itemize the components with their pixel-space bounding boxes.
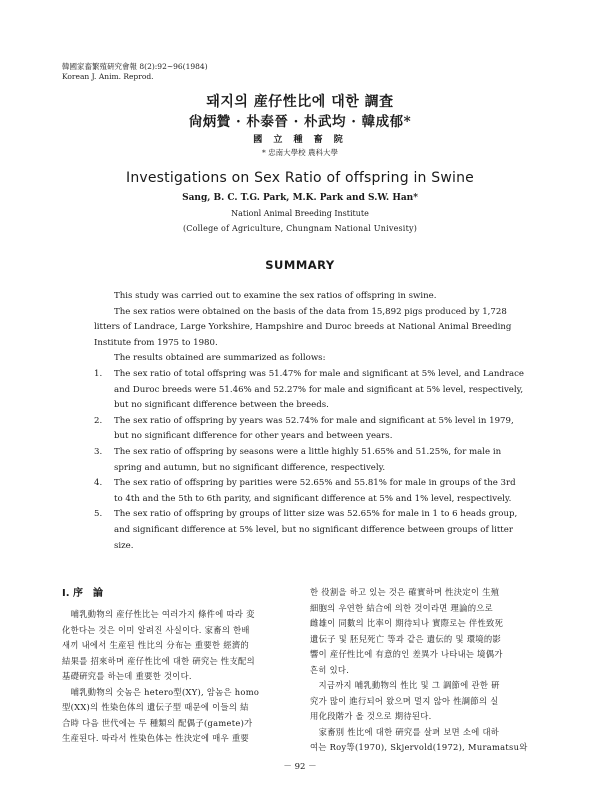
result-item-2 xyxy=(94,414,536,445)
result-line: to 4th and the 5th to 6th parity, and significant difference at 5% and 1% level, respectively. xyxy=(114,493,512,504)
body-line: 여는 Roy等(1970), Skjervold(1972), Muramatsu와 xyxy=(310,742,528,752)
body-line: 生産된다. 따라서 性染色体는 性決定에 매우 重要 xyxy=(62,733,250,743)
section-heading-intro: Ⅰ. 序 論 xyxy=(62,588,104,599)
body-line: 家畜別 性比에 대한 硏究를 살펴 보면 소에 대하 xyxy=(310,726,500,737)
result-line: The sex ratio of total offspring was 51.47% for male and significant at 5% level, and Landrace xyxy=(114,368,525,379)
result-line: size. xyxy=(114,540,134,551)
body-line: 새끼 내에서 生産된 性比의 分布는 重要한 經濟的 xyxy=(62,640,250,650)
body-line: 化한다는 것은 이미 알려진 사실이다. 家畜의 한배 xyxy=(62,624,250,635)
body-line: 遺伝子 및 胚兒死亡 等과 같은 遺伝的 및 環境的影 xyxy=(310,633,502,644)
body-line: 結果를 招來하며 産仔性比에 대한 硏究는 性支配의 xyxy=(62,655,255,666)
summary-body xyxy=(94,289,536,554)
english-authors: Sang, B. C. T.G. Park, M.K. Park and S.W. Han* xyxy=(182,193,418,203)
korean-title: 돼지의 産仔性比에 대한 調査 xyxy=(206,94,394,110)
result-item-3 xyxy=(94,445,536,476)
result-item-5 xyxy=(94,507,536,554)
body-line: 한 役割을 하고 있는 것은 確實하며 性決定이 生殖 xyxy=(310,587,500,597)
body-line: 哺乳動物의 産仔性比는 여러가지 條件에 따라 変 xyxy=(62,609,255,619)
result-line: but no significant difference for other years and between years. xyxy=(114,431,393,442)
body-line: 雌雄이 同數의 比率이 期待되나 實際로는 伴性致死 xyxy=(310,618,504,628)
result-number: 5. xyxy=(94,509,103,520)
summary-paragraph-line: Institute from 1975 to 1980. xyxy=(94,337,218,348)
result-line: and significant difference at 5% level, but no significant difference between groups of litter xyxy=(114,524,513,535)
body-line: 지금까지 哺乳動物의 性比 및 그 調節에 관한 硏 xyxy=(310,680,500,690)
body-line: 合時 다음 世代에는 두 種類의 配偶子(gamete)가 xyxy=(62,717,253,728)
body-line: 究가 많이 進行되어 왔으며 멀지 않아 性調節의 실 xyxy=(310,695,499,706)
body-line: 흔히 있다. xyxy=(310,664,350,675)
result-number: 1. xyxy=(94,368,103,379)
journal-citation: 韓國家畜繁殖硏究會報 8(2):92~96(1984) xyxy=(62,62,208,71)
summary-heading: SUMMARY xyxy=(265,258,335,272)
result-number: 4. xyxy=(94,478,103,489)
body-line: 哺乳動物의 숫놈은 hetero型(XY), 암놈은 homo xyxy=(62,686,260,697)
korean-authors: 尙炳贊 · 朴泰晉 · 朴武均 · 韓成郁* xyxy=(188,114,412,130)
page-number: － 92 － xyxy=(283,762,317,772)
result-line: spring and autumn, but no significant difference, respectively. xyxy=(114,462,386,473)
english-institute: Nationl Animal Breeding Institute xyxy=(231,209,369,218)
journal-english-name: Korean J. Anim. Reprod. xyxy=(62,72,154,81)
result-number: 2. xyxy=(94,415,103,426)
english-title: Investigations on Sex Ratio of offspring in Swine xyxy=(125,170,474,186)
summary-paragraph-line: litters of Landrace, Large Yorkshire, Hampshire and Duroc breeds at National Animal Breeding xyxy=(94,322,512,333)
summary-paragraph: This study was carried out to examine the sex ratios of offspring in swine. xyxy=(114,291,437,301)
intro-right-column xyxy=(310,585,545,756)
body-line: 響이 産仔性比에 有意的인 差異가 나타내는 境偶가 xyxy=(310,649,503,659)
summary-paragraph-line: The sex ratios were obtained on the basis of the data from 15,892 pigs produced by 1,728 xyxy=(114,306,507,317)
english-affiliation-note: (College of Agriculture, Chungnam National Univesity) xyxy=(182,224,418,233)
journal-header xyxy=(62,62,208,82)
result-line: and Duroc breeds were 51.46% and 52.27% for male and significant at 5% level, respectively, xyxy=(114,384,524,395)
intro-left-column xyxy=(62,585,294,747)
result-line: The sex ratio of offspring by parities were 52.65% and 55.81% for male in groups of the 3rd xyxy=(114,478,516,489)
body-line: 細胞의 우연한 結合에 의한 것이라면 理論的으로 xyxy=(310,602,493,613)
result-line: The sex ratio of offspring by seasons were a little highly 51.65% and 51.25%, for male in xyxy=(114,446,502,457)
result-line: but no significant difference between the breeds. xyxy=(114,400,329,411)
result-number: 3. xyxy=(94,446,103,457)
body-line: 用化段階가 올 것으로 期待된다. xyxy=(310,711,432,721)
body-line: 型(XX)의 性染色体의 遺伝子型 때문에 이들의 結 xyxy=(62,702,249,712)
korean-institute: 國 立 種 畜 院 xyxy=(253,135,347,145)
result-item-4 xyxy=(94,476,536,507)
body-line: 基礎硏究를 하는데 重要한 것이다. xyxy=(62,671,192,681)
result-line: The sex ratio of offspring by years was 52.74% for male and significant at 5% level in 1979, xyxy=(114,415,514,426)
result-line: The sex ratio of offspring by groups of litter size was 52.65% for male in 1 to 6 heads group, xyxy=(114,509,518,520)
korean-affiliation-note: * 忠南大學校 農科大學 xyxy=(261,148,339,157)
summary-paragraph: The results obtained are summarized as follows: xyxy=(114,353,326,364)
result-item-1 xyxy=(94,367,536,414)
